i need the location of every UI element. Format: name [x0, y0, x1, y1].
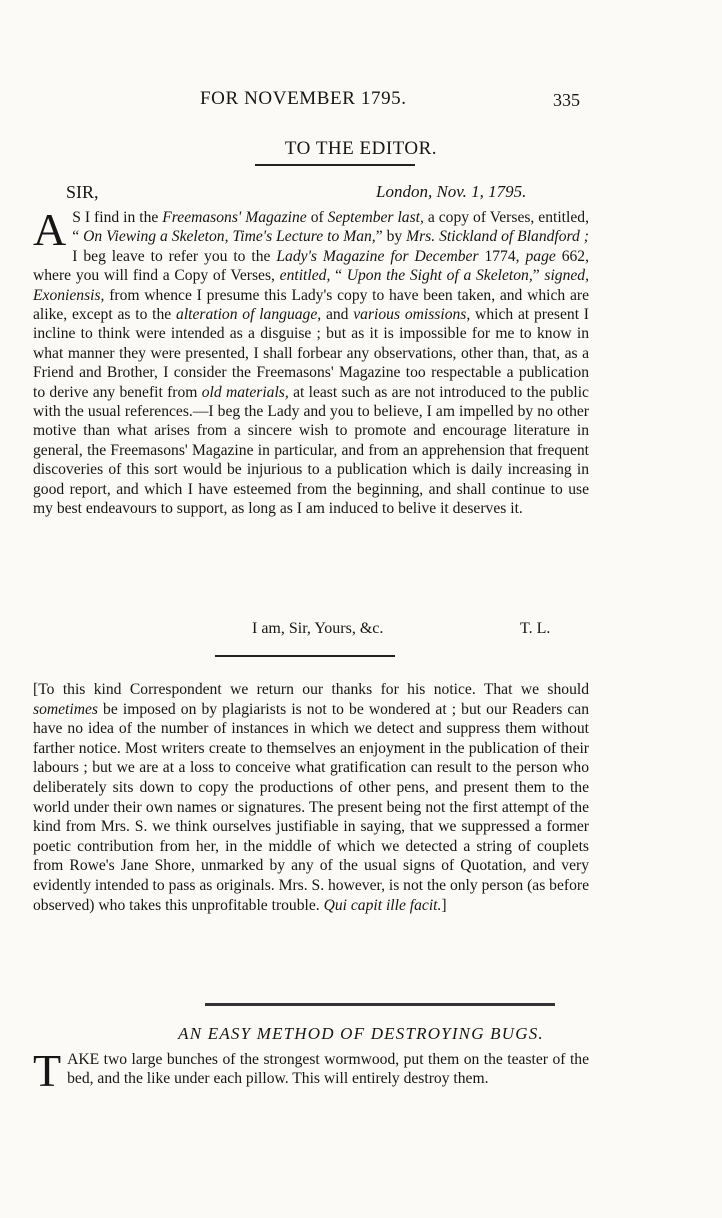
section-divider — [205, 1003, 555, 1006]
letter-end-rule — [215, 655, 395, 657]
title-rule — [255, 164, 415, 166]
page-number: 335 — [553, 90, 580, 110]
signoff: I am, Sir, Yours, &c. — [252, 620, 384, 637]
article-body: TAKE two large bunches of the strongest wormwood, put them on the teaster of the bed, and the like under each pillow. This will entirely destroy them. — [33, 1045, 589, 1096]
section-title: TO THE EDITOR. — [284, 138, 438, 159]
signature-initials: T. L. — [520, 620, 551, 637]
running-header: FOR NOVEMBER 1795. — [200, 88, 407, 109]
salutation: SIR, — [66, 182, 99, 202]
letter-body: A S I find in the Freemasons' Magazine of September last, a copy of Verses, entitled, “ On Viewing a Skeleton, Time's Lecture to Man,” by Mrs. Stickland of Blandford ; I beg leave to refer you to the Lady's Magazine for December 1774, page 662, where you will find a Copy of Verses, entitled, “ Upon the Sight of a Skeleton,” signed, Exoniensis, from whence I presume this Lady's copy to have been taken, and which are alike, except as to the alteration of language, and various omissions, which at present I incline to think were intended as a disguise ; but as it is impossible for me to know in what manner they were presented, I shall forbear any observations, other than, that, as a Friend and Brother, I consider the Freemasons' Magazine too respectable a publication to derive any benefit from old materials, at least such as are not introduced to the public with the usual references.—I beg the Lady and you to believe, I am impelled by no other motive than what arises from a sincere wish to promote and encourage literature in general, the Freemasons' Magazine in particular, and from an apprehension that frequent discoveries of this sort would be injurious to a publication which is daily increasing in good report, and which I have esteemed from the beginning, and shall continue to use my best endeavours to support, as long as I am induced to belive it deserves it. — [33, 204, 590, 518]
editor-note: [To this kind Correspondent we return our thanks for his notice. That we should sometimes be imposed on by plagiarists is not to be wondered at ; but our Readers can have no idea of the number of instances in which we detect and suppress them without farther notice. Most writers create to themselves an enjoyment in the publication of their labours ; but we are at a loss to conceive what gratification can result to the person who deliberately sits down to copy the productions of other pens, and present them to the world under their own names or signatures. The present being not the first attempt of the kind from Mrs. S. we think ourselves justifiable in saying, that we suppressed a former poetic contribution from her, in the middle of which we detected a string of couplets from Rowe's Jane Shore, unmarked by any of the usual signs of Quotation, and very evidently intended to pass as originals. Mrs. S. however, is not the only person (as before observed) who takes this unprofitable trouble. Qui capit ille facit.] — [33, 681, 589, 914]
article-title: AN EASY METHOD OF DESTROYING BUGS. — [178, 1024, 544, 1043]
drop-cap: A — [33, 204, 67, 255]
dateline: London, Nov. 1, 1795. — [376, 182, 527, 201]
drop-cap-t: T — [33, 1045, 62, 1096]
